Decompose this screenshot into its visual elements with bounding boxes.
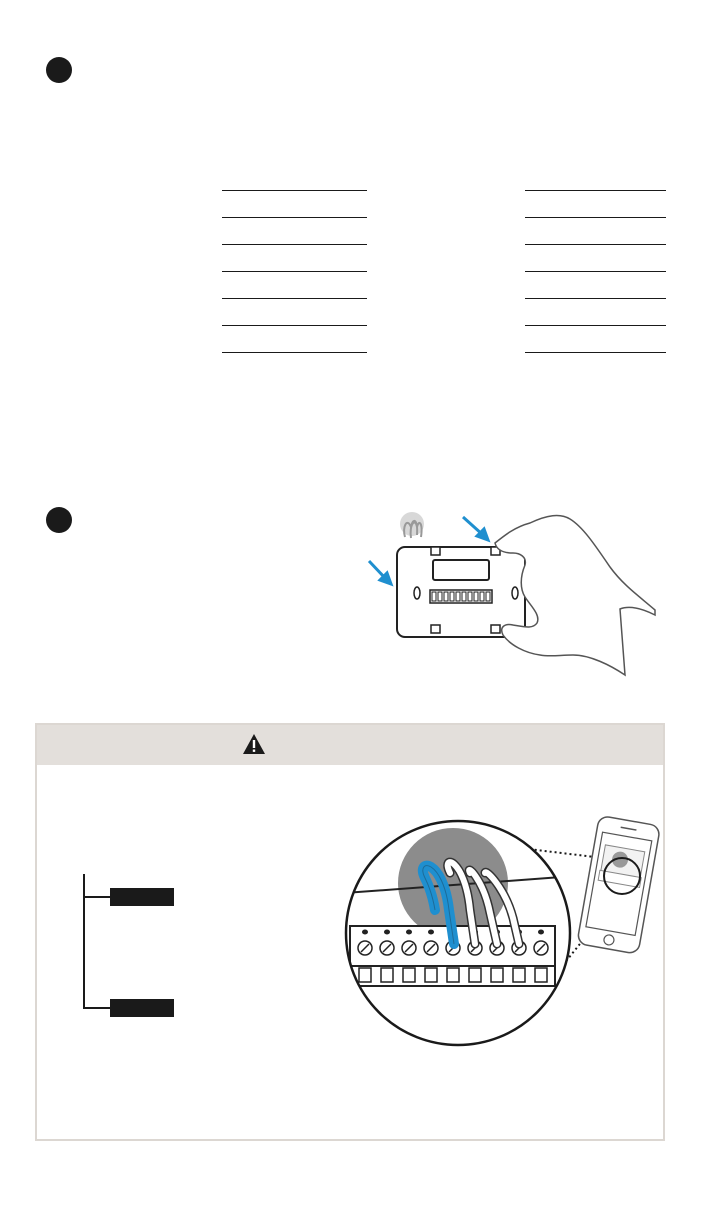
old-wallplate-icon	[397, 547, 525, 637]
wire-label-line[interactable]	[525, 218, 666, 245]
wire-label-column-left	[222, 164, 367, 353]
wire-label-line[interactable]	[222, 191, 367, 218]
wire-label-line[interactable]	[525, 299, 666, 326]
wire-label-line[interactable]	[525, 164, 666, 191]
push-arrow-icon	[463, 517, 488, 540]
wire-bundle-icon	[400, 512, 424, 538]
wire-label-column-right	[525, 164, 666, 353]
wire-label-line[interactable]	[222, 299, 367, 326]
step-2-bullet	[46, 507, 72, 533]
wire-label-line[interactable]	[222, 272, 367, 299]
step-1-bullet	[46, 57, 72, 83]
wire-label-line[interactable]	[525, 272, 666, 299]
wire-label-line[interactable]	[222, 218, 367, 245]
wire-tag-top	[110, 888, 174, 906]
phone-icon	[577, 815, 661, 954]
warning-header	[37, 725, 663, 765]
wallplate-removal-illustration	[355, 505, 665, 680]
terminal-zoom-illustration	[345, 818, 665, 1053]
wire-label-line[interactable]	[222, 326, 367, 353]
wire-label-line[interactable]	[222, 164, 367, 191]
wire-tag-bottom	[110, 999, 174, 1017]
wire-label-line[interactable]	[222, 245, 367, 272]
push-arrow-icon	[369, 561, 391, 584]
wire-label-line[interactable]	[525, 191, 666, 218]
wire-label-line[interactable]	[525, 326, 666, 353]
wire-label-line[interactable]	[525, 245, 666, 272]
warning-triangle-icon	[243, 734, 265, 754]
